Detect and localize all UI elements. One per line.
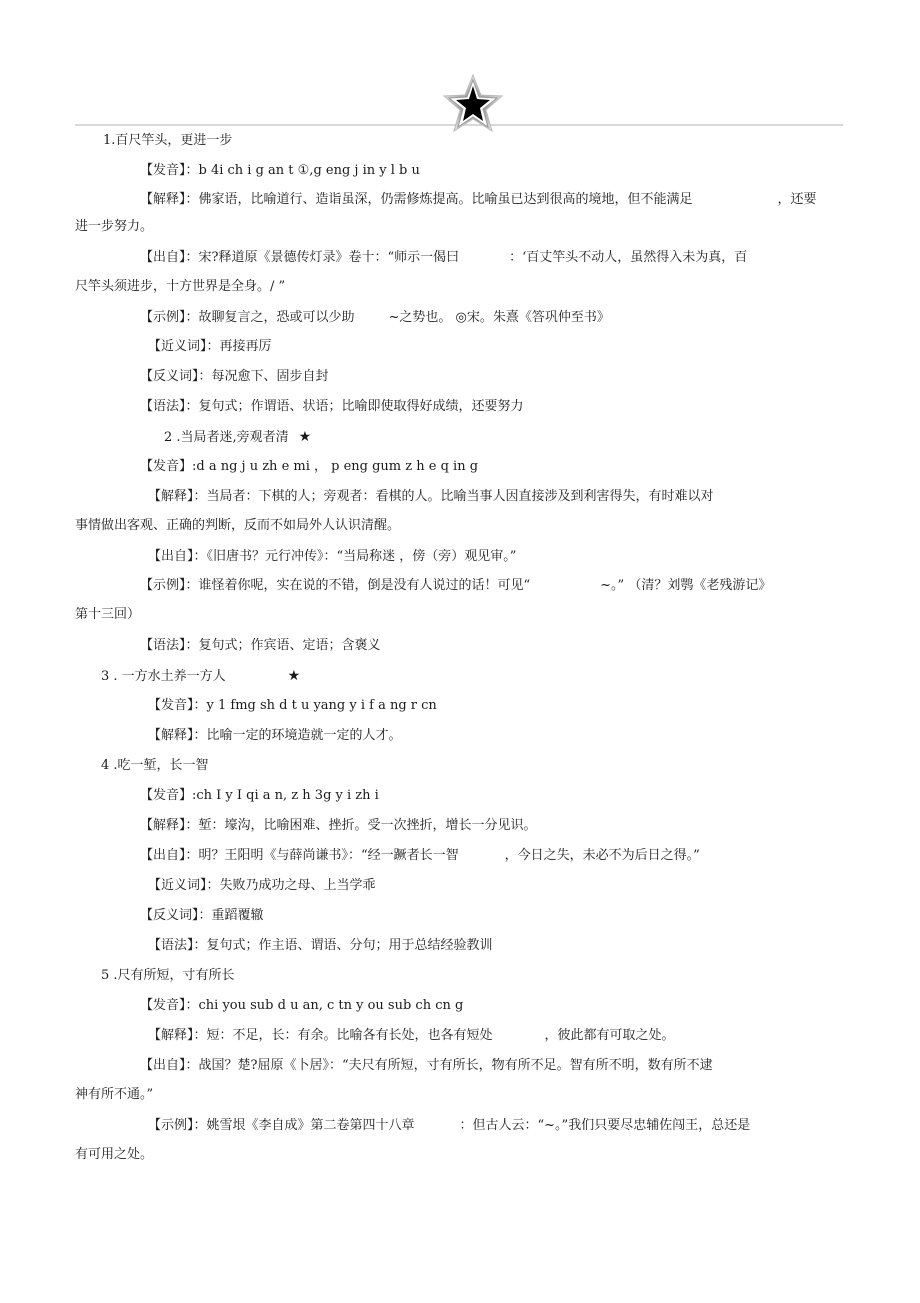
grammar-line: 【语法】：复句式；作谓语、状语；比喻即使取得好成绩，还要努力 — [140, 399, 524, 414]
source-text: ：‘百丈竿头不动人，虽然得入未为真，百 — [509, 250, 748, 265]
example-line — [148, 1117, 750, 1135]
idiom-heading-text: 3 . 一方水土养一方人 — [101, 669, 226, 684]
source-text: 【出自】：宋?释道原《景德传灯录》卷十：“师示一偈曰 — [140, 250, 460, 265]
source-continuation: 神有所不通。” — [75, 1087, 154, 1102]
grammar-line: 【语法】：复句式；作宾语、定语；含褒义 — [140, 638, 381, 653]
star-mark: ★ — [298, 429, 312, 445]
source-line — [140, 249, 747, 267]
example-line — [140, 577, 771, 595]
idiom-heading: 1.百尺竿头，更进一步 — [103, 133, 233, 148]
star-icon — [441, 72, 505, 136]
source-text: 【出自】：明？王阳明《与薛尚谦书》：“经一蹶者长一智 — [140, 848, 459, 863]
source-continuation: 尺竿头须进步，十方世界是全身。/ ” — [75, 279, 286, 294]
pronunciation-line: 【发音】：b 4i ch i g an t ①,g eng j in y l b u — [140, 163, 420, 178]
explanation-text: 【解释】：短：不足，长：有余。比喻各有长处，也各有短处 — [148, 1028, 493, 1043]
example-text: 【示例】：姚雪垠《李自成》第二卷第四十八章 — [148, 1118, 415, 1133]
idiom-heading: 4 .吃一堑，长一智 — [101, 758, 209, 773]
idiom-heading-text: 2 .当局者迷,旁观者清 — [164, 430, 289, 445]
example-text: ~。” （清？刘鹗《老残游记》 — [600, 578, 772, 593]
explanation-continuation: 事情做出客观、正确的判断，反而不如局外人认识清醒。 — [75, 518, 401, 533]
explanation-line: 【解释】：当局者：下棋的人；旁观者：看棋的人。比喻当事人因直接涉及到利害得失，有时难以对 — [148, 489, 714, 504]
example-continuation: 第十三回） — [75, 607, 141, 622]
explanation-text: ，还要 — [777, 192, 817, 207]
source-line: 【出自】：《旧唐书？元行冲传》：“当局称迷 ，傍（旁）观见审。” — [148, 549, 517, 564]
example-line — [140, 309, 610, 327]
explanation-line — [140, 191, 817, 209]
source-line: 【出自】：战国？楚?屈原《卜居》：“夫尺有所短，寸有所长，物有所不足。智有所不明，数有所不逮 — [140, 1058, 713, 1073]
source-line — [140, 847, 700, 865]
antonym-line: 【反义词】：每况愈下、固步自封 — [140, 369, 329, 384]
explanation-text: 【解释】：佛家语，比喻道行、造诣虽深，仍需修炼提高。比喻虽已达到很高的境地，但不能满足 — [140, 192, 693, 207]
pronunciation-line: 【发音】:d a ng j u zh e mi ， p eng gum z h e q in g — [140, 459, 479, 474]
synonym-line: 【近义词】：失败乃成功之母、上当学乖 — [148, 878, 376, 893]
example-text: ~之势也。 ◎宋。朱熹《答巩仲至书》 — [388, 310, 610, 325]
example-text: ：但古人云：“~。”我们只要尽忠辅佐闯王，总还是 — [459, 1118, 751, 1133]
explanation-text: ，彼此都有可取之处。 — [544, 1028, 675, 1043]
grammar-line: 【语法】：复句式；作主语、谓语、分句；用于总结经验教训 — [148, 938, 493, 953]
explanation-line: 【解释】：堑：壕沟，比喻困难、挫折。受一次挫折，增长一分见识。 — [140, 818, 537, 833]
explanation-line: 【解释】：比喻一定的环境造就一定的人才。 — [148, 728, 402, 743]
explanation-continuation: 进一步努力。 — [75, 219, 154, 234]
example-text: 【示例】：故聊复言之，恐或可以少助 — [140, 310, 355, 325]
example-continuation: 有可用之处。 — [75, 1147, 154, 1162]
idiom-heading — [164, 428, 311, 446]
synonym-line: 【近义词】：再接再厉 — [148, 339, 272, 354]
idiom-heading: 5 .尺有所短，寸有所长 — [101, 968, 235, 983]
antonym-line: 【反义词】：重蹈覆辙 — [140, 908, 264, 923]
explanation-line — [148, 1027, 675, 1045]
pronunciation-line: 【发音】:ch I y I qi a n, z h 3g y i zh i — [140, 788, 379, 803]
source-text: ，今日之失，未必不为后日之得。” — [504, 848, 700, 863]
idiom-heading — [101, 667, 300, 685]
example-text: 【示例】：谁怪着你呢，实在说的不错，倒是没有人说过的话！可见“ — [140, 578, 531, 593]
pronunciation-line: 【发音】：y 1 fmg sh d t u yang y i f a ng r cn — [148, 698, 437, 713]
star-mark: ★ — [287, 668, 301, 684]
pronunciation-line: 【发音】：chi you sub d u an, c tn y ou sub ch cn g — [140, 998, 464, 1013]
